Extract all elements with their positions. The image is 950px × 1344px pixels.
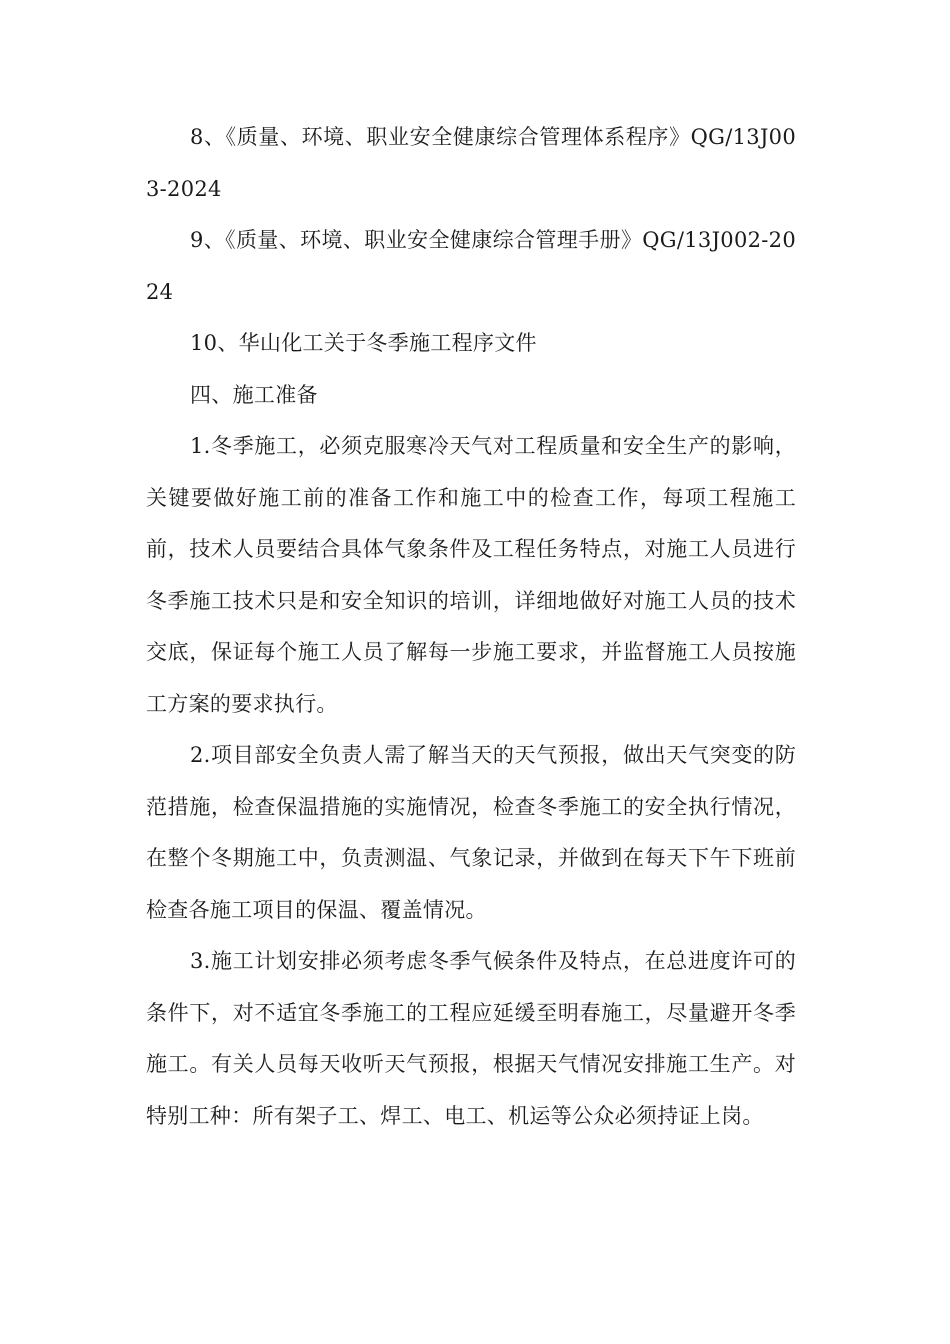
- section-heading: 四、施工准备: [190, 382, 318, 407]
- document-body: [146, 112, 796, 1142]
- paragraph-item-1: 1.冬季施工，必须克服寒冷天气对工程质量和安全生产的影响，关键要做好施工前的准备工作和施工中的检查工作，每项工程施工前，技术人员要结合具体气象条件及工程任务特点，对施工人员进行冬季施工技术只是和安全知识的培训，详细地做好对施工人员的技术交底，保证每个施工人员了解每一步施工要求，并监督施工人员按施工方案的要求执行。: [146, 434, 796, 716]
- paragraph-item-3: 3.施工计划安排必须考虑冬季气候条件及特点，在总进度许可的条件下，对不适宜冬季施工的工程应延缓至明春施工，尽量避开冬季施工。有关人员每天收听天气预报，根据天气情况安排施工生产。对特别工种：所有架子工、焊工、电工、机运等公众必须持证上岗。: [146, 949, 796, 1128]
- paragraph-reference-10: 10、华山化工关于冬季施工程序文件: [190, 331, 537, 355]
- paragraph-reference-9: 9、《质量、环境、职业安全健康综合管理手册》QG/13J002-2024: [146, 228, 796, 304]
- paragraph-item-2: 2.项目部安全负责人需了解当天的天气预报，做出天气突变的防范措施，检查保温措施的实施情况，检查冬季施工的安全执行情况，在整个冬期施工中，负责测温、气象记录，并做到在每天下午下班前检查各施工项目的保温、覆盖情况。: [146, 743, 796, 922]
- paragraph-reference-8: 8、《质量、环境、职业安全健康综合管理体系程序》QG/13J003-2024: [146, 125, 796, 201]
